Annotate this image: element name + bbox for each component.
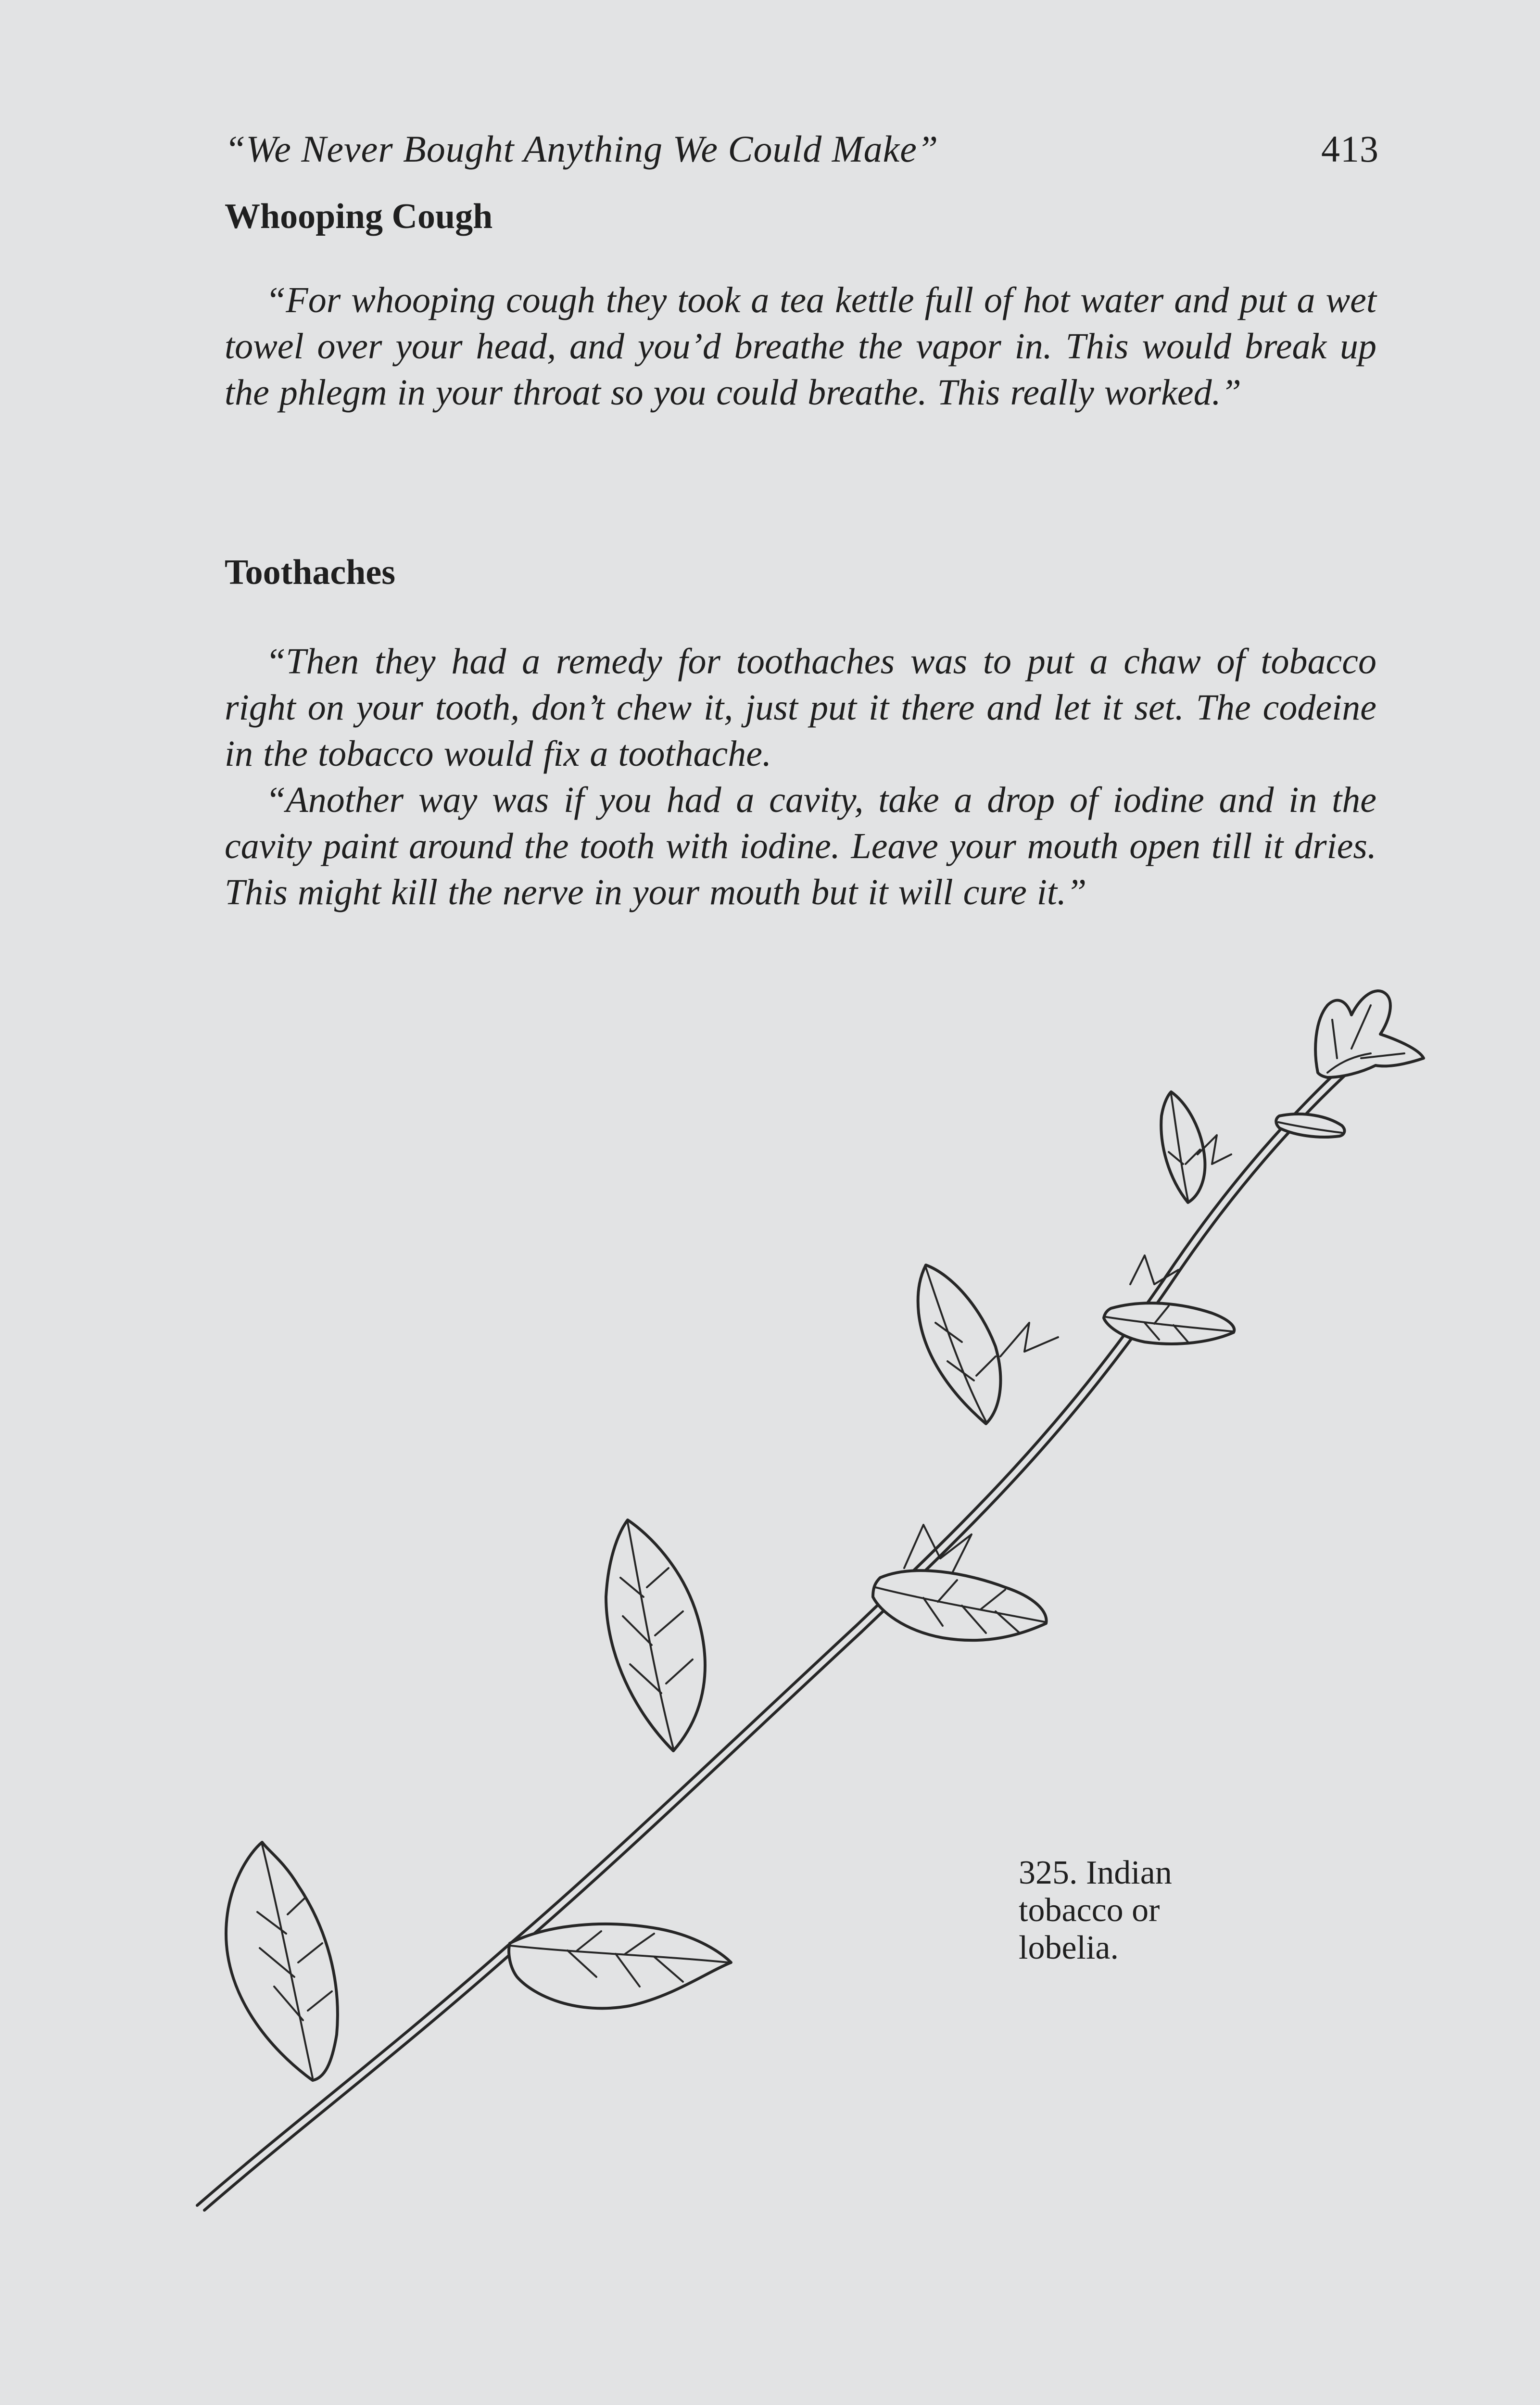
running-head [225, 123, 1379, 176]
section-heading-whooping-cough: Whooping Cough [225, 197, 493, 236]
leaf-lower-right [509, 1924, 731, 2008]
section-heading-toothaches: Toothaches [225, 553, 396, 592]
leaf-bottom-left [226, 1842, 338, 2080]
lobelia-drawing [183, 972, 1443, 2222]
bract-upper [1000, 1323, 1058, 1356]
whooping-cough-paragraph: “For whooping cough they took a tea kettle full of hot water and put a wet towel over your head, and you’d breathe the vapor in. This would break up the phlegm in your throat so you could breathe. This really worked.” [225, 280, 1376, 413]
stem-inner-line [204, 1064, 1357, 2210]
lobelia-illustration [183, 972, 1443, 2222]
running-title: “We Never Bought Anything We Could Make” [225, 128, 939, 170]
figure-caption: 325. Indian tobacco or lobelia. [1019, 1854, 1172, 1966]
toothaches-paragraph-1: “Then they had a remedy for toothaches was to put a chaw of tobacco right on your tooth, don’t chew it, just put it there and let it set. The codeine in the tobacco would fix a toothache. [225, 641, 1376, 774]
stem [197, 1058, 1351, 2205]
leaf-upper-left [918, 1265, 1001, 1424]
page-number: 413 [1321, 128, 1379, 170]
flower-cluster [1315, 991, 1424, 1077]
leaf-top-upright [1161, 1092, 1205, 1202]
toothaches-paragraph-2: “Another way was if you had a cavity, take a drop of iodine and in the cavity paint around the tooth with iodine. Leave your mouth open till it dries. This might kill the nerve in your mouth but it will cure it.” [225, 780, 1376, 912]
